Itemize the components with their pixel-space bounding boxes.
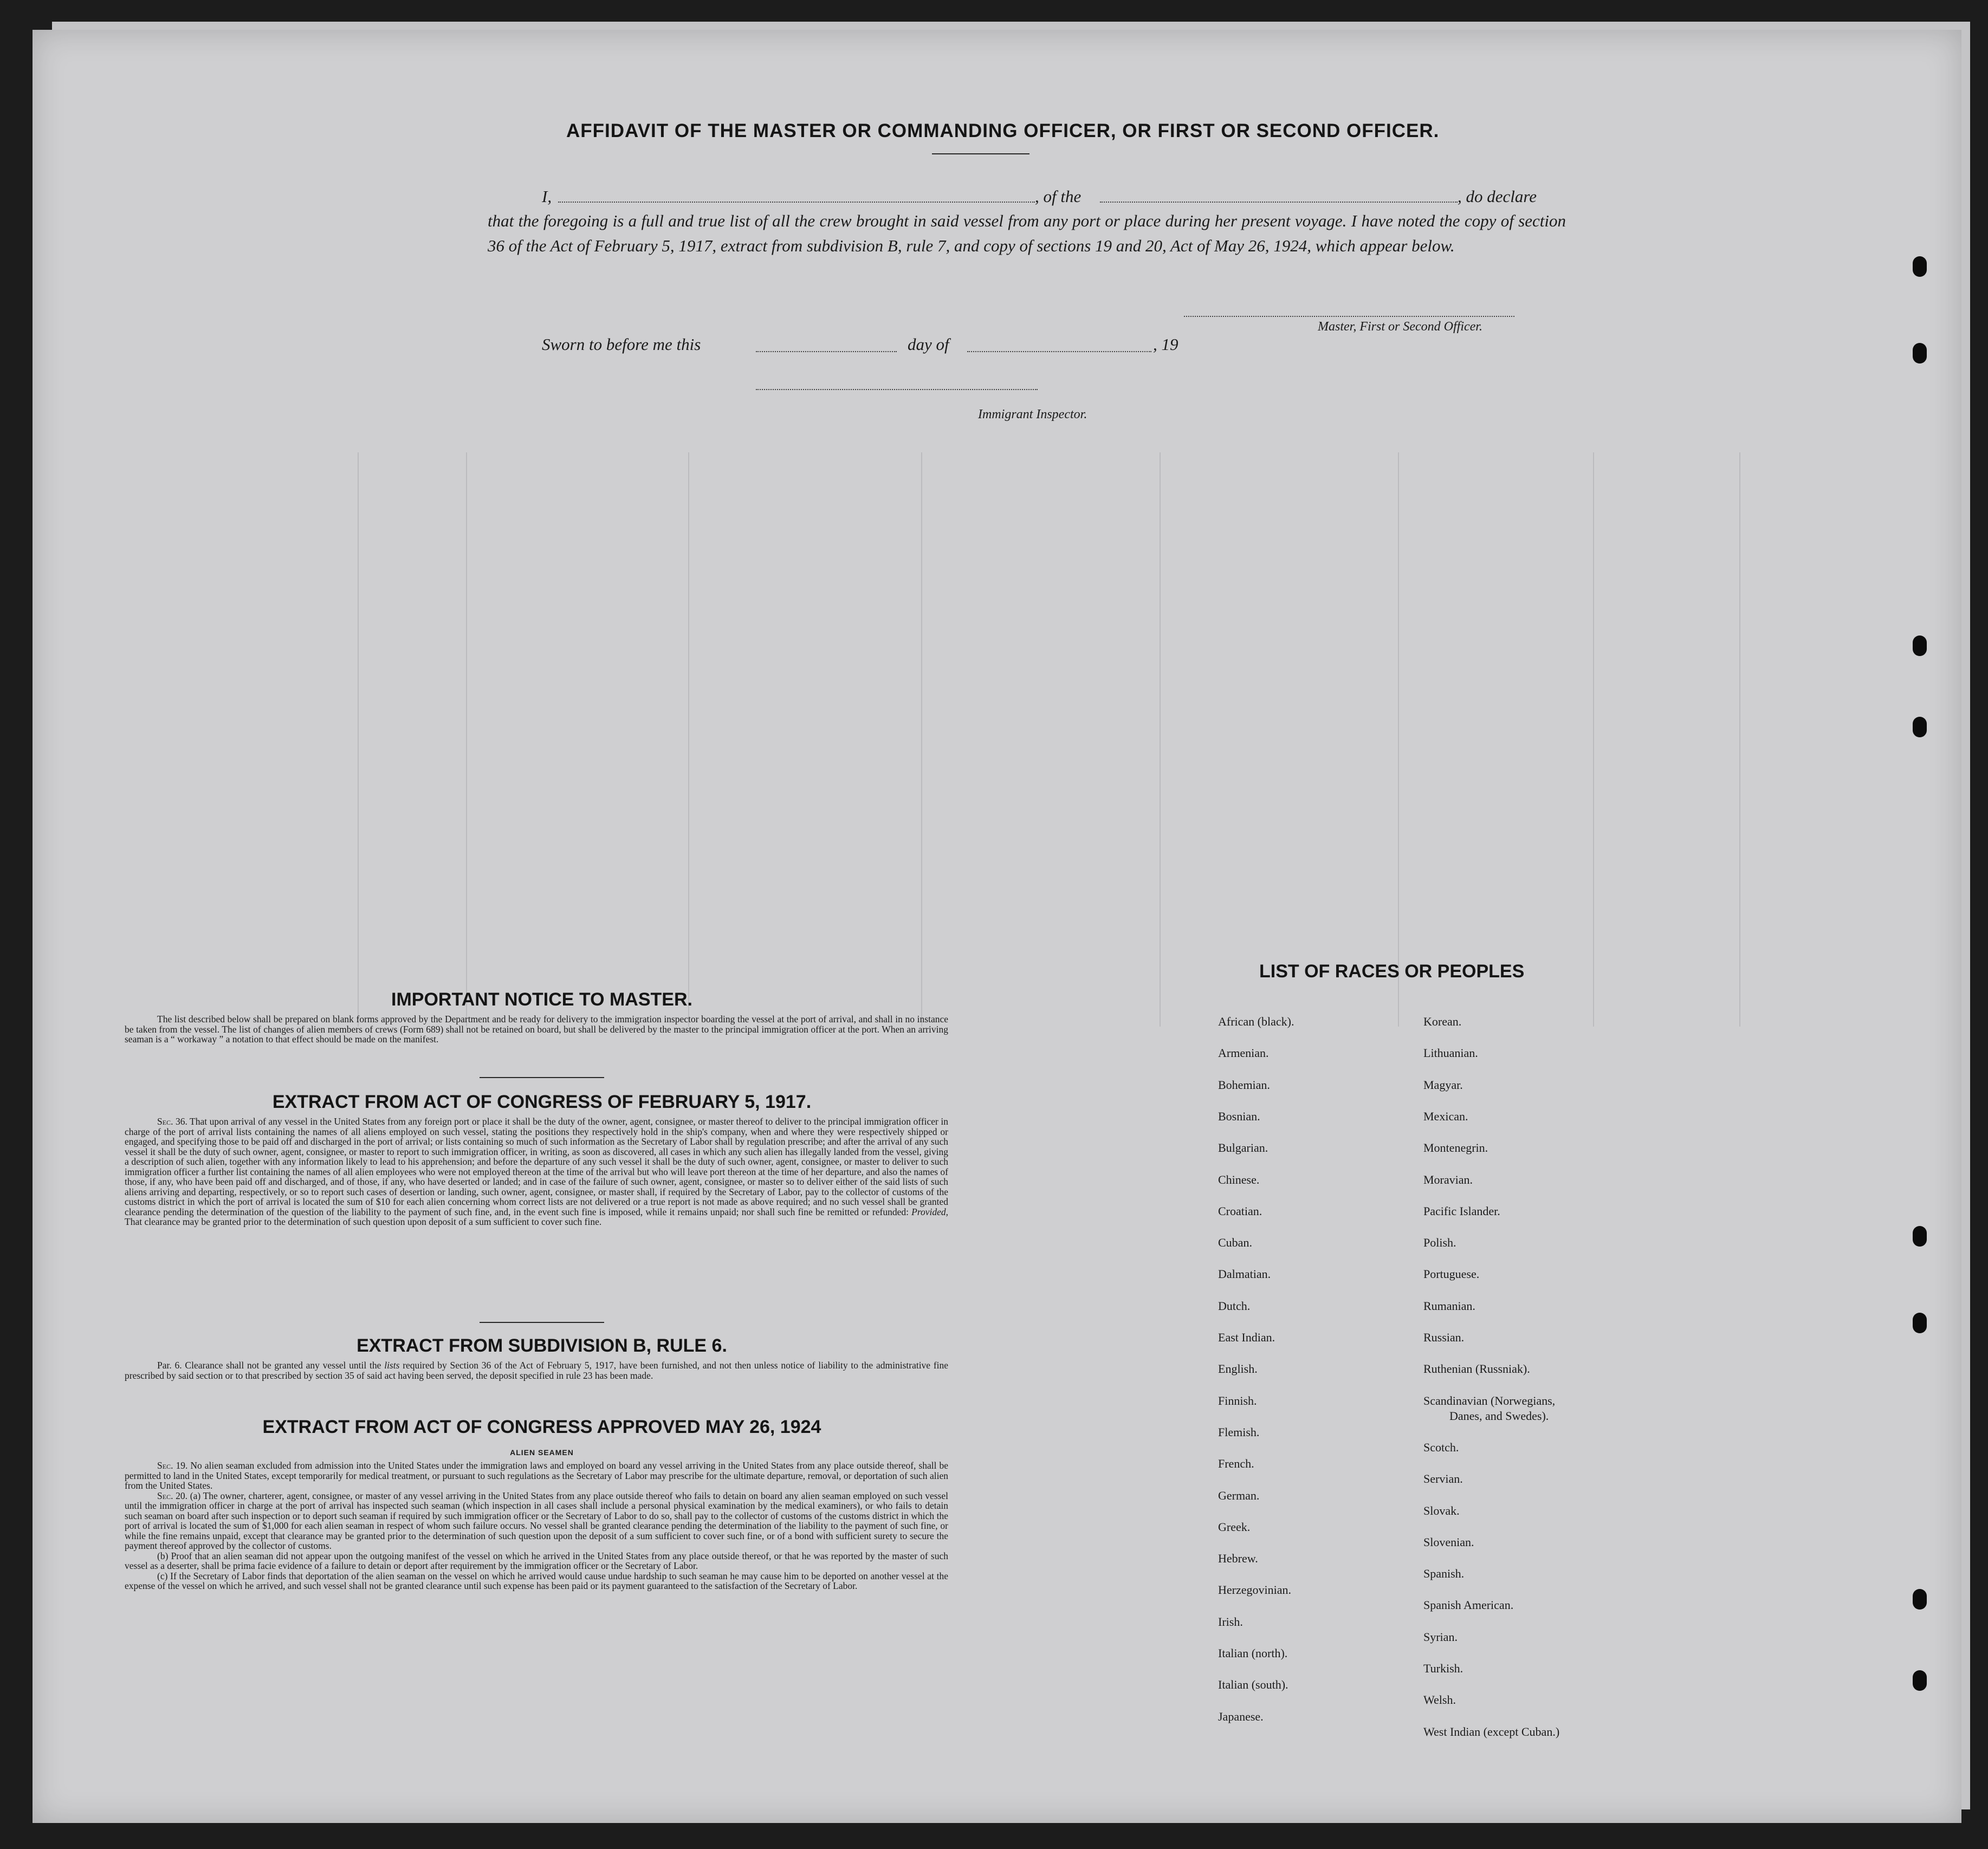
race-item: East Indian. bbox=[1218, 1331, 1275, 1344]
affidavit-body: that the foregoing is a full and true list of all the crew brought in said vessel from any port or place during her present voyage. I have noted the copy of section 36 of the Act of February 5, 1917, extract from subdivision B, rule 7, and copy of sections 19 and 20, Act of May 26, 1924, which appear below. bbox=[488, 211, 1566, 255]
race-item: Magyar. bbox=[1423, 1078, 1463, 1092]
binder-hole bbox=[1913, 717, 1927, 737]
extract-1924-title: EXTRACT FROM ACT OF CONGRESS APPROVED MAY 26, 1924 bbox=[262, 1417, 821, 1437]
race-item: Syrian. bbox=[1423, 1630, 1458, 1644]
races-title: LIST OF RACES OR PEOPLES bbox=[1259, 961, 1525, 982]
binder-hole bbox=[1913, 1313, 1927, 1333]
race-item: Polish. bbox=[1423, 1236, 1456, 1250]
race-item: French. bbox=[1218, 1457, 1254, 1471]
sec-20-label: Sec. 20. bbox=[157, 1490, 188, 1501]
race-item: Italian (south). bbox=[1218, 1678, 1288, 1692]
binder-hole bbox=[1913, 1589, 1927, 1610]
race-item: Servian. bbox=[1423, 1472, 1463, 1486]
race-item: Chinese. bbox=[1218, 1172, 1260, 1186]
race-item: Scotch. bbox=[1423, 1440, 1459, 1454]
race-item: West Indian (except Cuban.) bbox=[1423, 1724, 1560, 1738]
section-divider bbox=[480, 1077, 604, 1078]
race-item: Spanish American. bbox=[1423, 1598, 1514, 1612]
sec-36-tail: That clearance may be granted prior to the determination of such question upon deposit of a sum sufficient to cover such fine. bbox=[125, 1216, 602, 1227]
vessel-blank bbox=[1100, 202, 1458, 203]
affidavit-title: AFFIDAVIT OF THE MASTER OR COMMANDING OFFICER, OR FIRST OR SECOND OFFICER. bbox=[566, 120, 1440, 141]
binder-hole bbox=[1913, 1226, 1927, 1247]
notice-text: The list described below shall be prepared on blank forms approved by the Department and be ready for delivery to the immigration inspector boarding the vessel at the port of arrival, and shall in no instance be taken from the vessel. The list of changes of alien members of crews (Form 689) shall not be retained on board, but shall be delivered by the master to the principal immigration officer at the port. When an arriving seaman is a “ workaway ” a notation to that effect should be made on the manifest. bbox=[125, 1014, 948, 1044]
notice-title: IMPORTANT NOTICE TO MASTER. bbox=[391, 989, 692, 1010]
race-item: Flemish. bbox=[1218, 1425, 1260, 1439]
subdivision-body-b: required by Section 36 of the Act of February 5, 1917, have been furnished, and not then unless notice of liability to the administrative fine prescribed by said section or to that prescribed by section 35 of said act having been served, the deposit specified in rule 23 has been made. bbox=[125, 1360, 949, 1381]
sec-19-body: No alien seaman excluded from admission into the United States under the immigration laws and employed on board any vessel arriving in the United States from any place outside thereof, shall be permitted to land in the United States, except temporarily for medical treatment, or pursuant to such regulations as the Secretary of Labor may prescribe for the ultimate departure, removal, or deportation of such alien from the United States. bbox=[125, 1460, 949, 1491]
binder-hole bbox=[1913, 1670, 1927, 1691]
race-item: Welsh. bbox=[1423, 1693, 1456, 1707]
subdivision-body bbox=[125, 1360, 948, 1380]
race-item: Bohemian. bbox=[1218, 1078, 1270, 1092]
race-item: Russian. bbox=[1423, 1331, 1465, 1344]
sworn-day-blank bbox=[756, 351, 897, 352]
race-item: Irish. bbox=[1218, 1614, 1243, 1629]
subdivision-text bbox=[125, 1360, 948, 1380]
extract-1917-text bbox=[125, 1117, 948, 1227]
race-item: Montenegrin. bbox=[1423, 1141, 1488, 1155]
affidavit-line-of-the: , of the bbox=[1035, 187, 1082, 206]
race-item: Japanese. bbox=[1218, 1709, 1264, 1723]
provided-word: Provided, bbox=[911, 1206, 949, 1217]
binder-hole bbox=[1913, 343, 1927, 364]
affidavit-line-declare: , do declare bbox=[1458, 187, 1537, 206]
race-item: Spanish. bbox=[1423, 1567, 1465, 1581]
inspector-signature-line bbox=[756, 389, 1038, 390]
subdivision-title: EXTRACT FROM SUBDIVISION B, RULE 6. bbox=[357, 1335, 727, 1356]
race-item: Pacific Islander. bbox=[1423, 1204, 1500, 1218]
extract-1917-body bbox=[125, 1117, 948, 1227]
signature-label: Master, First or Second Officer. bbox=[1318, 320, 1482, 334]
sec-20a-body: (a) The owner, charterer, agent, consignee, or master of any vessel arriving in the United States from any place outside thereof who fails to detain on board any alien seaman employed on such vessel until the immigration officer in charge at the port of arrival has inspected such seaman (which inspection in all cases shall include a personal physical examination by the medical examiners), or who fails to detain such seaman on board after such inspection or to deport such seaman if required by such immigration officer or the Secretary of Labor to do so, shall pay to the collector of customs of the customs district in which the port of arrival is located the sum of $1,000 for each alien seaman in respect of whom such failure occurs. No vessel shall be granted clearance pending the determination of the liability to the payment of such fine, or while the fine remains unpaid, except that clearance may be granted prior to the determination of such question upon the deposit of a sum sufficient to cover such fine, or of a bond with sufficient surety to secure the payment thereof approved by the collector of customs. bbox=[125, 1490, 948, 1551]
race-item: Rumanian. bbox=[1423, 1299, 1475, 1313]
sec-19-label: Sec. 19. bbox=[157, 1460, 188, 1471]
race-item: Italian (north). bbox=[1218, 1646, 1288, 1660]
race-item: Danes, and Swedes). bbox=[1449, 1409, 1549, 1423]
inspector-label: Immigrant Inspector. bbox=[978, 407, 1087, 421]
race-item: Ruthenian (Russniak). bbox=[1423, 1362, 1530, 1376]
sworn-month-blank bbox=[967, 351, 1151, 352]
name-blank bbox=[558, 202, 1035, 203]
sworn-day-of: day of bbox=[908, 335, 949, 354]
lists-word: lists bbox=[384, 1360, 400, 1371]
race-item: Mexican. bbox=[1423, 1109, 1468, 1123]
sec-20a-text bbox=[125, 1491, 948, 1551]
race-item: African (black). bbox=[1218, 1015, 1294, 1028]
extract-1917-title: EXTRACT FROM ACT OF CONGRESS OF FEBRUARY 5, 1917. bbox=[272, 1092, 812, 1112]
section-divider bbox=[480, 1322, 604, 1323]
race-item: English. bbox=[1218, 1362, 1258, 1376]
sworn-prefix: Sworn to before me this bbox=[542, 335, 701, 354]
par-6-label: Par. 6. bbox=[157, 1360, 182, 1371]
race-item: Slovak. bbox=[1423, 1503, 1460, 1517]
sec-36-label: Sec. 36. bbox=[157, 1116, 187, 1127]
race-item: Turkish. bbox=[1423, 1662, 1464, 1675]
sec-20b-text: (b) Proof that an alien seaman did not appear upon the outgoing manifest of the vessel on which he arrived in the United States from any place outside thereof, or that he was reported by the master of such vessel as a deserter, shall be prima facie evidence of a failure to detain or deport after requirement by the immigration officer or the Secretary of Labor. bbox=[125, 1550, 948, 1571]
race-item: Portuguese. bbox=[1423, 1267, 1480, 1281]
race-item: Slovenian. bbox=[1423, 1535, 1474, 1549]
race-item: Croatian. bbox=[1218, 1204, 1262, 1218]
race-item: Dalmatian. bbox=[1218, 1267, 1271, 1281]
sec-36-body: That upon arrival of any vessel in the United States from any foreign port or place it shall be the duty of the owner, agent, consignee, or master thereof to deliver to the principal immigration officer in charge of the port of arrival lists containing the names of all aliens employed on such vessel, stating the positions they respectively hold in the ship's company, when and where they were respectively shipped or engaged, and specifying those to be paid off and discharged in the port of arrival; or lists containing so much of such information as the Secretary of Labor shall by regulation prescribe; and after the arrival of any such vessel it shall be the duty of such owner, agent, consignee, or master to report to such immigration officer, in writing, as soon as discovered, all cases in which any such alien has illegally landed from the vessel, giving a description of such alien, together with any information likely to lead to his apprehension; and before the departure of any such vessel it shall be the duty of such owner, agent, consignee, or master to deliver to such immigration officer a further list containing the names of all alien employees who were not employed thereon at the time of the arrival but who will leave port thereon at the time of her departure, and also the names of those, if any, who have been paid off and discharged, and of those, if any, who have deserted or landed; and in case of the failure of such owner, agent, consignee, or master so to deliver either of the said lists of such aliens arriving and departing, respectively, or so to report such cases of desertion or landing, such owner, agent, consignee, or master shall, if required by the Secretary of Labor, pay to the collector of customs of the customs district in which the port of arrival is located the sum of $10 for each alien concerning whom correct lists are not delivered or a true report is not made as above required; and no such vessel shall be granted clearance pending the determination of the question of the liability to the payment of such fine, and, in the event such fine is imposed, while it remains unpaid; nor shall such fine be remitted or refunded: bbox=[125, 1116, 948, 1217]
sec-20c-text: (c) If the Secretary of Labor finds that deportation of the alien seaman on the vessel on which he arrived would cause undue hardship to such seaman he may cause him to be deported on another vessel at the expense of the vessel on which he arrived, and such vessel shall not be granted clearance until such expense has been paid or its payment guaranteed to the satisfaction of the Secretary of Labor. bbox=[125, 1570, 948, 1591]
sec-19-text bbox=[125, 1461, 948, 1491]
race-item: Hebrew. bbox=[1218, 1552, 1258, 1566]
extract-1924-body bbox=[125, 1461, 948, 1591]
race-item: Finnish. bbox=[1218, 1393, 1257, 1407]
race-item: German. bbox=[1218, 1488, 1260, 1502]
race-item: Dutch. bbox=[1218, 1299, 1251, 1313]
alien-seamen-subhead: ALIEN SEAMEN bbox=[510, 1448, 574, 1457]
binder-hole bbox=[1913, 256, 1927, 277]
title-underline bbox=[932, 153, 1029, 154]
affidavit-line-i: I, bbox=[542, 187, 552, 206]
race-item: Scandinavian (Norwegians, bbox=[1423, 1393, 1556, 1407]
signature-line bbox=[1184, 316, 1514, 317]
binder-hole bbox=[1913, 635, 1927, 656]
race-item: Bosnian. bbox=[1218, 1109, 1260, 1123]
race-item: Lithuanian. bbox=[1423, 1046, 1478, 1060]
race-item: Korean. bbox=[1423, 1015, 1462, 1028]
race-item: Bulgarian. bbox=[1218, 1141, 1268, 1155]
subdivision-body-a: Clearance shall not be granted any vessel until the bbox=[185, 1360, 381, 1371]
sworn-year: , 19 bbox=[1153, 335, 1178, 354]
race-item: Greek. bbox=[1218, 1520, 1251, 1534]
race-item: Moravian. bbox=[1423, 1172, 1473, 1186]
race-item: Cuban. bbox=[1218, 1236, 1252, 1250]
notice-body bbox=[125, 1014, 948, 1044]
race-item: Armenian. bbox=[1218, 1046, 1269, 1060]
race-item: Herzegovinian. bbox=[1218, 1583, 1291, 1597]
